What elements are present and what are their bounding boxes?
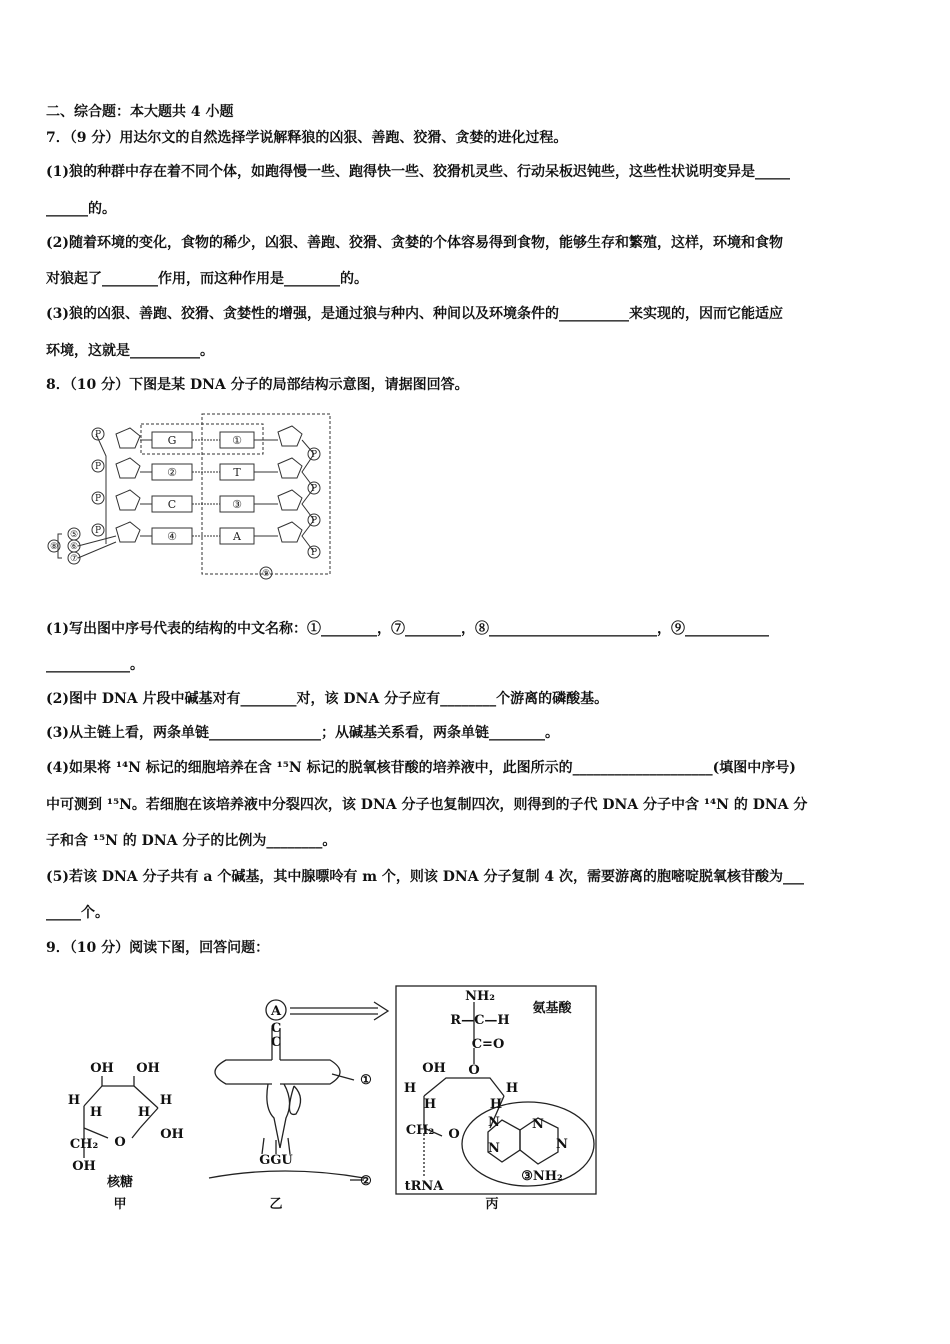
q7-part3-line1: (3)狼的凶狠、善跑、狡猾、贪婪性的增强，是通过狼与种内、种间以及环境条件的__________来实现的，因而它能适应 [46, 306, 783, 322]
bottom-label: ⑨ [261, 569, 271, 579]
q8-part5-line1: (5)若该 DNA 分子共有 a 个碱基，其中腺嘌呤有 m 个，则该 DNA 分子复制 4 次，需要游离的胞嘧啶脱氧核苷酸为___ [46, 869, 804, 885]
bing-h-left: H [403, 1081, 417, 1096]
side-label: ⑦ [69, 554, 79, 564]
q8-part4-line1: (4)如果将 ¹⁴N 标记的细胞培养在含 ¹⁵N 标记的脱氧核苷酸的培养液中，此图所示的____________________(填图中序号) [46, 760, 796, 776]
p-label: P [94, 462, 102, 472]
q8-part4-line3: 子和含 ¹⁵N 的 DNA 分子的比例为________。 [46, 833, 337, 849]
bing-h-right: H [505, 1081, 519, 1096]
q8-heading: 8．（10 分）下图是某 DNA 分子的局部结构示意图，请据图回答。 [46, 377, 469, 393]
p-label: P [310, 516, 318, 526]
bing-o-link: O [468, 1063, 480, 1078]
base-label: ① [232, 434, 242, 447]
jia-h-inner2: H [137, 1105, 151, 1120]
p-label: P [94, 430, 102, 440]
q7-heading: 7．（9 分）用达尔文的自然选择学说解释狼的凶狠、善跑、狡猾、贪婪的进化过程。 [46, 130, 568, 146]
base-label: ② [167, 466, 177, 479]
side-label: ⑤ [69, 530, 79, 540]
q7-part3-line2: 环境，这就是__________。 [46, 343, 214, 359]
jia-oh-right: OH [160, 1127, 184, 1142]
bing-oh: OH [422, 1061, 446, 1076]
yi-c1: C [270, 1021, 282, 1036]
bing-label: 丙 [485, 1197, 499, 1212]
yi-anticodon: GGU [259, 1153, 293, 1168]
jia-name: 核糖 [106, 1175, 134, 1190]
jia-h-right: H [159, 1093, 173, 1108]
bing-n1: N [488, 1115, 500, 1130]
base-label: ④ [167, 530, 177, 543]
q7-part2-line1: (2)随着环境的变化，食物的稀少，凶狠、善跑、狡猾、贪婪的个体容易得到食物，能够生存和繁殖，这样，环境和食物 [46, 235, 783, 251]
base-label: C [167, 498, 177, 511]
q8-part5-line2: _____个。 [46, 905, 109, 921]
jia-h-left: H [67, 1093, 81, 1108]
yi-c2: C [270, 1035, 282, 1050]
jia-oh-bottom: OH [72, 1159, 96, 1174]
base-label: T [233, 466, 241, 479]
yi-a: A [270, 1004, 282, 1019]
yi-label-1: ① [360, 1073, 372, 1088]
bing-nh2-3: ③NH₂ [521, 1169, 563, 1184]
q8-part4-line2: 中可测到 ¹⁵N。若细胞在该培养液中分裂四次，该 DNA 分子也复制四次，则得到的子代 DNA 分子中含 ¹⁴N 的 DNA 分 [46, 797, 808, 813]
trna-figure [44, 968, 604, 1218]
bing-h-inner1: H [423, 1097, 437, 1112]
q7-part1-line1: (1)狼的种群中存在着不同个体，如跑得慢一些、跑得快一些、狡猾机灵些、行动呆板迟钝些，这些性状说明变异是_____ [46, 164, 790, 180]
q8-part2: (2)图中 DNA 片段中碱基对有________对，该 DNA 分子应有________个游离的磷酸基。 [46, 691, 609, 707]
p-label: P [310, 484, 318, 494]
q7-part1-line2: ______的。 [46, 201, 116, 217]
jia-o: O [114, 1135, 126, 1150]
jia-h-inner1: H [89, 1105, 103, 1120]
yi-label-2: ② [360, 1174, 372, 1189]
base-label: G [167, 434, 177, 447]
bing-trna: tRNA [404, 1179, 444, 1194]
p-label: P [310, 450, 318, 460]
bing-nh2: NH₂ [465, 989, 495, 1004]
p-label: P [310, 548, 318, 558]
bing-o: O [448, 1127, 460, 1142]
jia-oh-top-right: OH [136, 1061, 160, 1076]
bing-co: C=O [471, 1037, 505, 1052]
base-label: ③ [232, 498, 242, 511]
bing-n3: N [532, 1117, 544, 1132]
q9-heading: 9．（10 分）阅读下图，回答问题： [46, 940, 270, 956]
q8-part1-line2: ____________。 [46, 657, 144, 673]
section-title: 二、综合题：本大题共 4 小题 [46, 104, 234, 120]
p-label: P [94, 494, 102, 504]
side-label: ⑥ [69, 542, 79, 552]
side-label: ⑧ [49, 542, 59, 552]
bing-rch: R—C—H [450, 1013, 510, 1028]
jia-oh-top-left: OH [90, 1061, 114, 1076]
dna-structure-figure [44, 410, 334, 582]
q8-part3: (3)从主链上看，两条单链________________；从碱基关系看，两条单链________。 [46, 725, 559, 741]
jia-label: 甲 [113, 1197, 127, 1212]
bing-title: 氨基酸 [532, 1001, 572, 1016]
jia-ch2: CH₂ [69, 1137, 99, 1152]
q8-part1-line1: (1)写出图中序号代表的结构的中文名称：①________，⑦________，⑧________________________，⑨____________ [46, 621, 769, 637]
p-label: P [94, 526, 102, 536]
bing-n2: N [488, 1141, 500, 1156]
yi-label: 乙 [269, 1197, 283, 1212]
bing-n4: N [556, 1137, 568, 1152]
bing-h-inner2: H [489, 1097, 503, 1112]
base-label: A [233, 530, 241, 543]
bing-ch2: CH₂ [405, 1123, 435, 1138]
q7-part2-line2: 对狼起了________作用，而这种作用是________的。 [46, 271, 368, 287]
